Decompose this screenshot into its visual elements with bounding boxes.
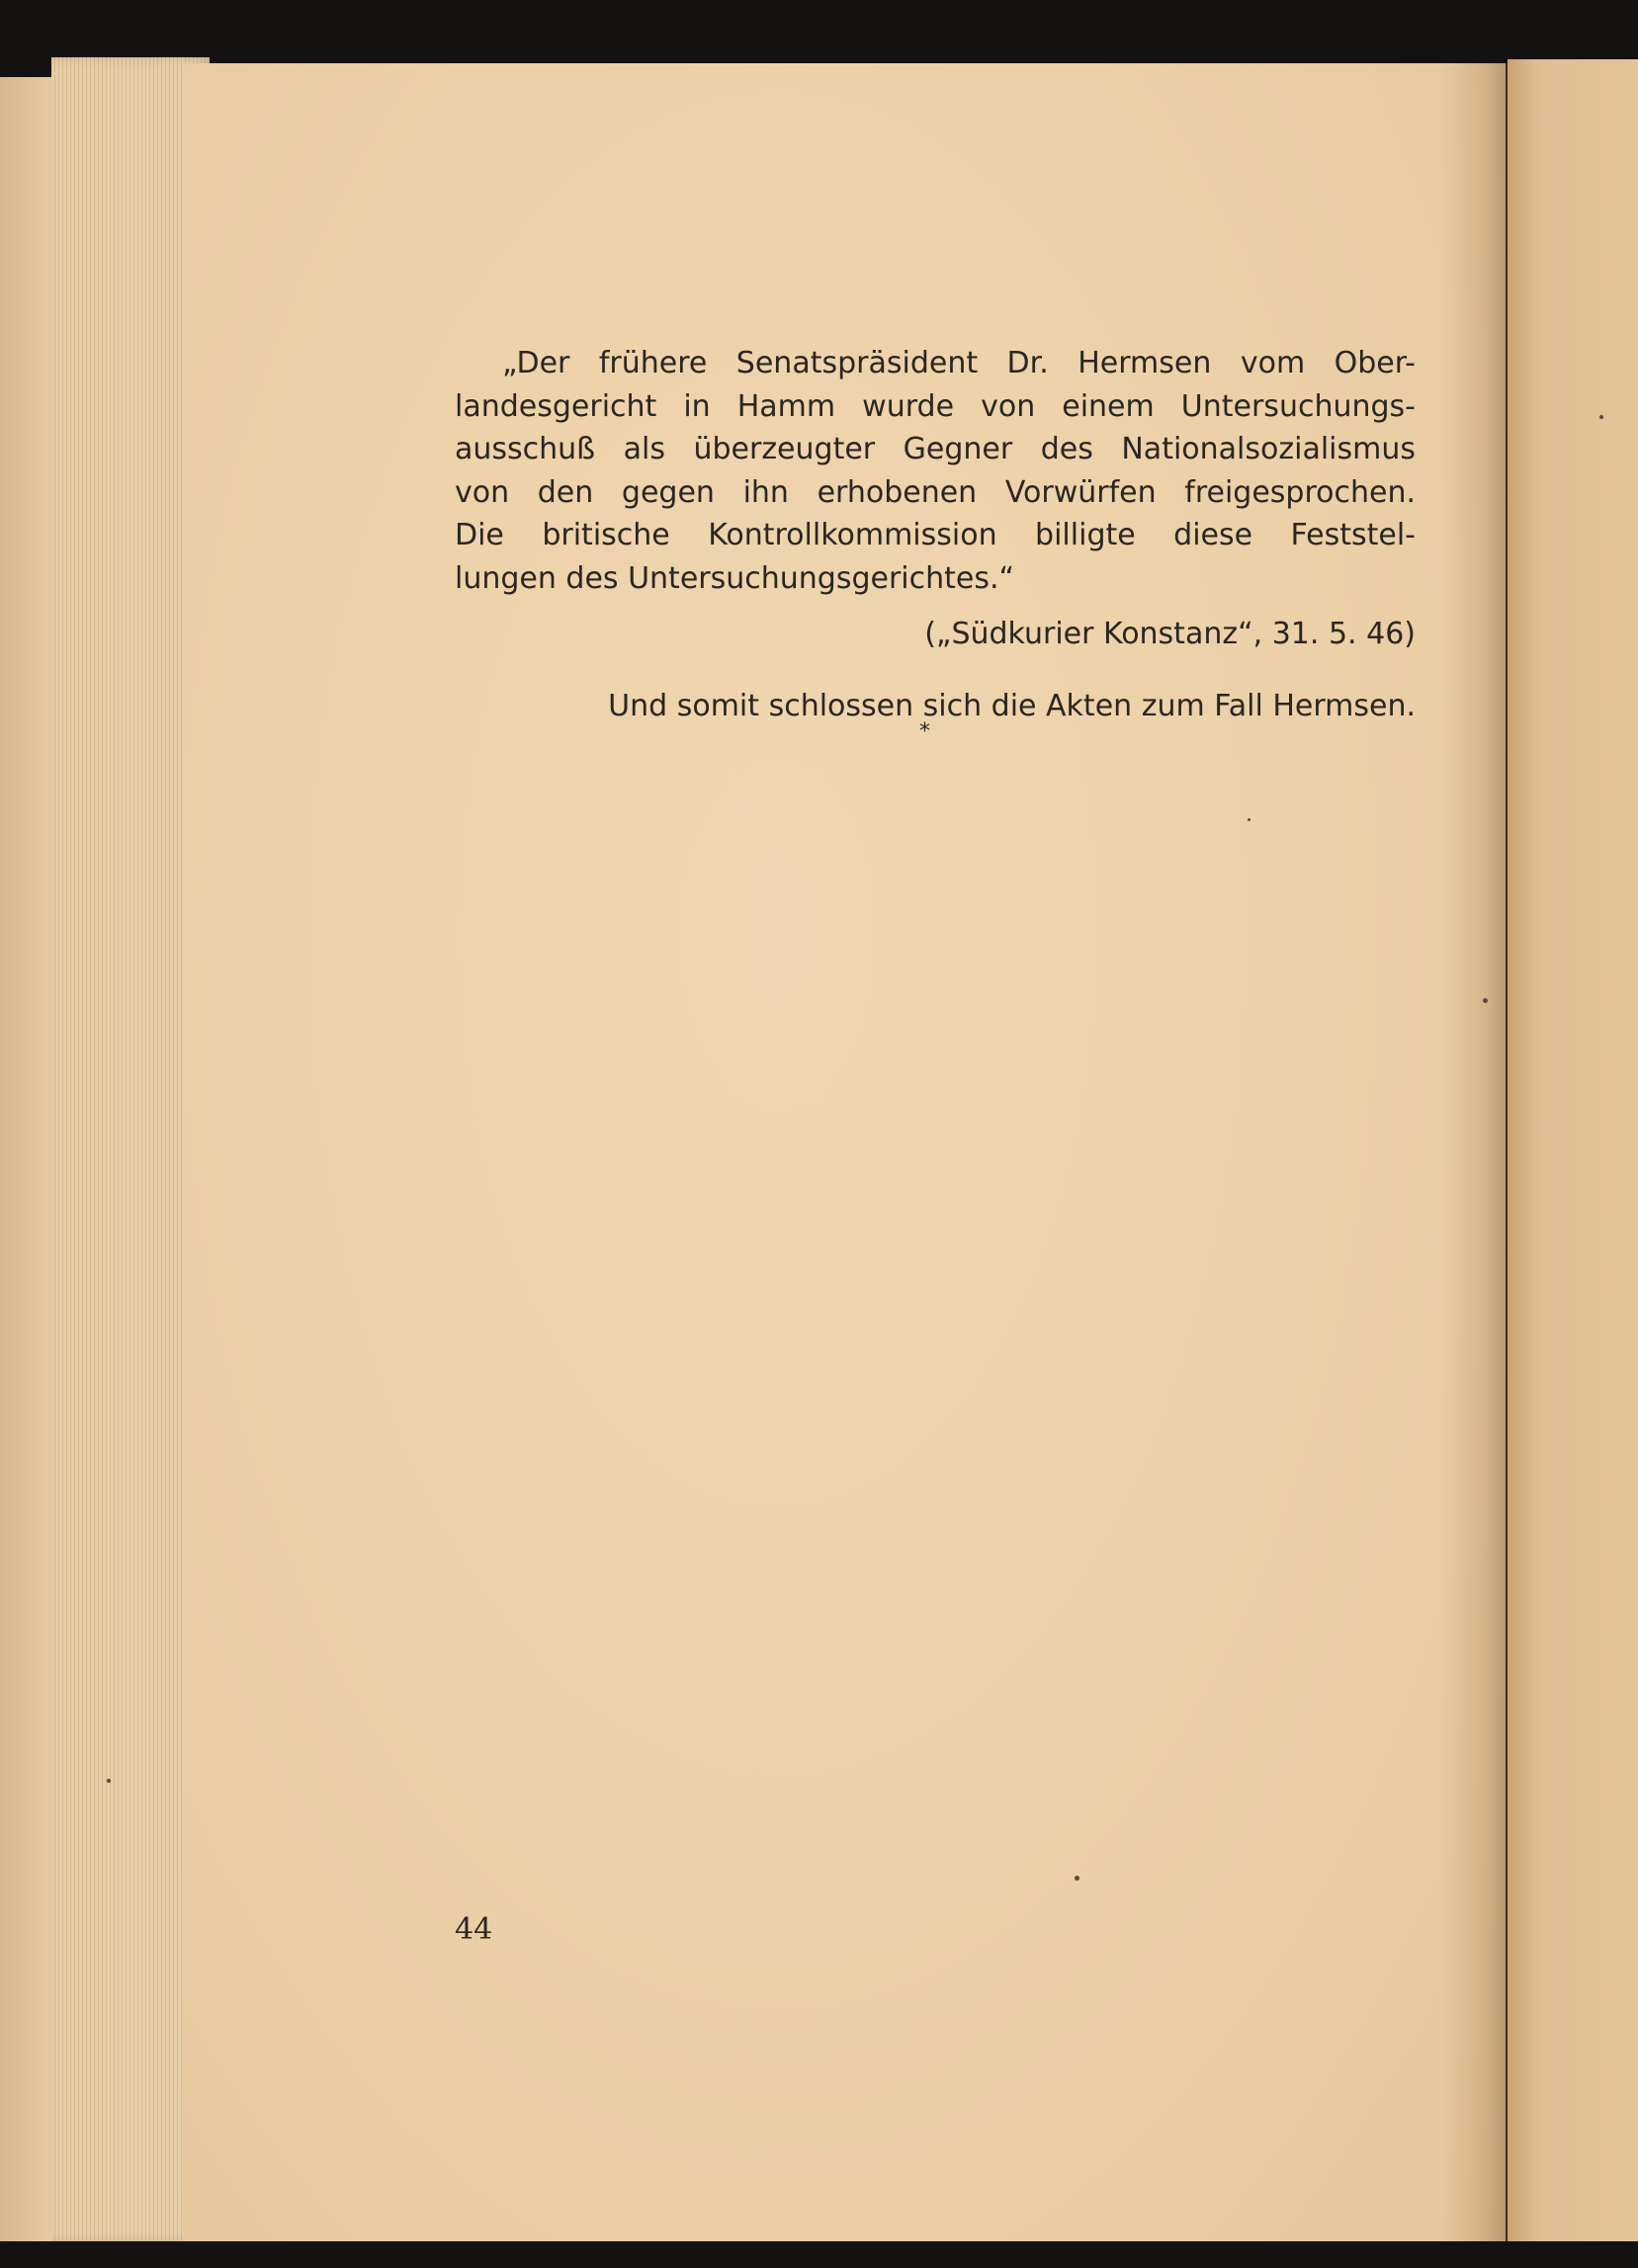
quote-citation: („Südkurier Konstanz“, 31. 5. 46) [924, 616, 1416, 651]
quote-line: von den gegen ihn erhobenen Vorwürfen freigesprochen. [455, 474, 1416, 510]
quote-line: lungen des Untersuchungsgerichtes.“ [455, 560, 1015, 596]
paper-speck [1075, 1876, 1079, 1881]
page-text [455, 342, 1416, 728]
paper-speck [1599, 415, 1603, 419]
quote-line: „Der frühere Senatspräsident Dr. Hermsen vom Ober- [502, 346, 1416, 380]
facing-page-edge [1508, 59, 1638, 2241]
page-gutter-shadow [1443, 63, 1512, 2241]
closing-sentence: Und somit schlossen sich die Akten zum Fall Hermsen. [608, 689, 1416, 724]
paper-speck [1248, 818, 1250, 821]
scan-background-bottom [0, 2241, 1638, 2268]
quote-line: ausschuß als überzeugter Gegner des Nationalsozialismus [455, 432, 1416, 467]
quote-line: landesgericht in Hamm wurde von einem Untersuchungs- [455, 388, 1416, 424]
paper-speck [107, 1779, 111, 1783]
section-separator: * [919, 719, 930, 744]
paper-speck [1483, 998, 1488, 1003]
quote-line: Die britische Kontrollkommission billigte diese Feststel- [455, 518, 1416, 553]
page-number: 44 [455, 1912, 493, 1947]
